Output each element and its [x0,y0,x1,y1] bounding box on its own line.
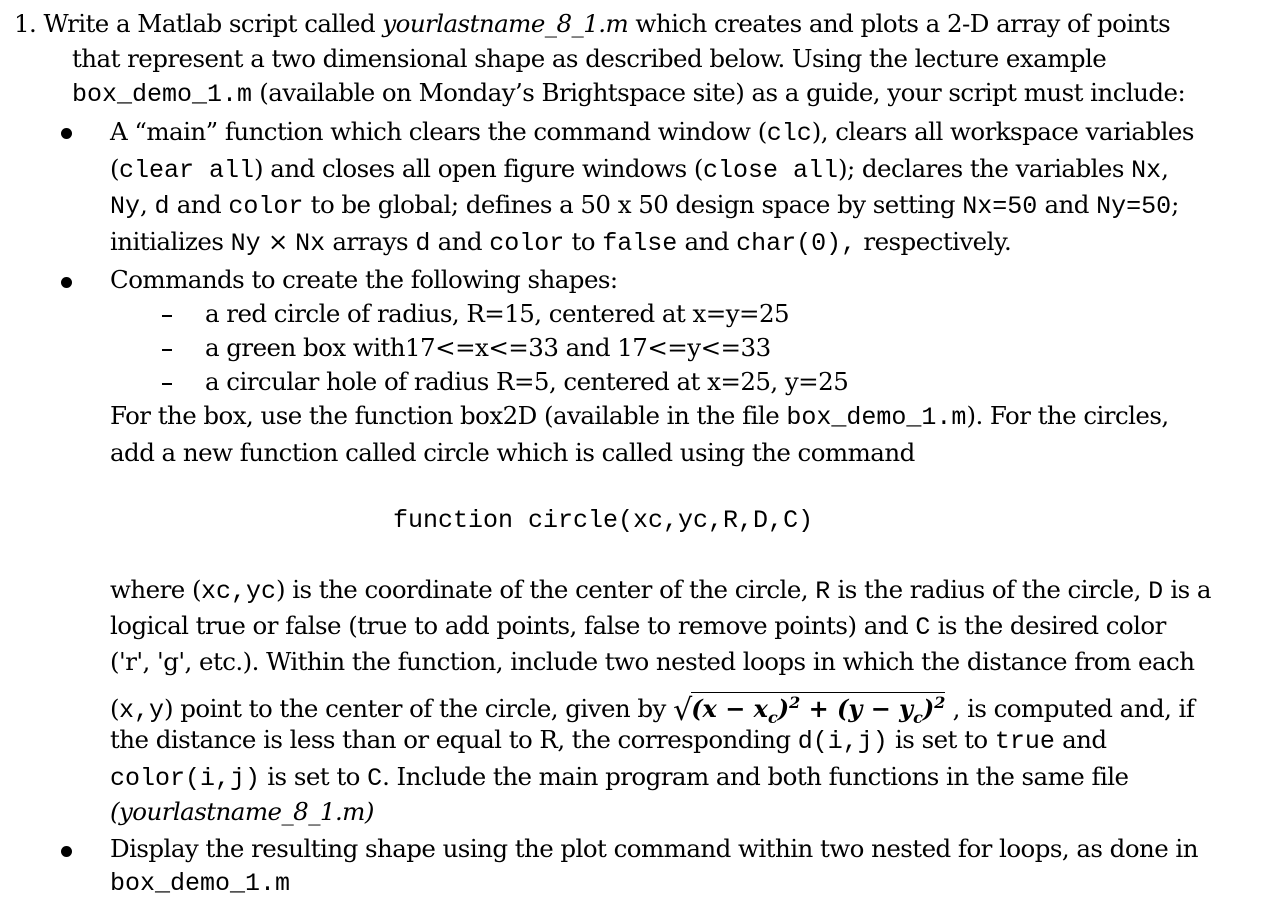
intro-text: which creates and plots a 2-D array of points [628,9,1171,38]
text: and [1037,190,1097,219]
code: clear all [119,156,255,185]
text: ); declares the variables [837,154,1132,183]
code: Ny=50 [1096,192,1172,221]
text: arrays [325,227,416,256]
formula-text: + (y − y [800,694,914,723]
code: d(i,j) [797,727,888,756]
text: initializes [110,227,231,256]
text: A “main” function which clears the command window ( [110,117,767,146]
text: ; [1171,190,1179,219]
text: is a [1163,575,1211,604]
where-line-2 [110,611,1166,642]
code: false [602,229,678,258]
dash-marker [162,315,172,317]
text: , [140,190,155,219]
formula-superscript: 2 [789,693,801,712]
bullet-point [61,277,72,288]
text: respectively. [856,227,1012,256]
bullet-point [61,846,72,857]
question-line-2: that represent a two dimensional shape as described below. Using the lecture example [72,44,1107,73]
code: char(0), [736,229,857,258]
bullet2-line-1: Commands to create the following shapes: [110,265,618,294]
function-signature: function circle(xc,yc,R,D,C) [393,506,814,535]
bullet-point [61,128,72,139]
code: C [367,764,383,793]
code: color [489,229,565,258]
text: is the desired color [930,611,1166,640]
where-line-3: ('r', 'g', etc.). Within the function, include two nested loops in which the distance from each [110,647,1195,676]
formula-radicand [691,692,945,726]
formula-text: ) [777,694,790,723]
text: ( [110,154,120,183]
text: ) is the coordinate of the center of the circle, [275,575,816,604]
formula-subscript: c [767,707,778,727]
where-line-1 [110,575,1211,606]
code: close all [702,156,838,185]
where-line-7: (yourlastname_8_1.m) [110,797,374,826]
code: xc,yc [200,577,276,606]
question-line-1 [14,9,1171,38]
bullet1-line-4 [110,227,1012,258]
code: color(i,j) [110,764,261,793]
shape-item: a green box with17<=x<=33 and 17<=y<=33 [205,333,771,362]
code: Nx [1131,156,1162,185]
code: Ny [110,192,141,221]
text: ), clears all workspace variables [811,117,1194,146]
text: For the box, use the function box2D (available in the file [110,401,787,430]
formula-text: (x − x [691,694,768,723]
bullet1-line-2 [110,154,1169,185]
shape-item: a red circle of radius, R=15, centered at x=y=25 [205,299,790,328]
intro-text: Write a Matlab script called [43,9,383,38]
dash-marker [162,349,172,351]
text: ) and closes all open figure windows ( [254,154,703,183]
code: box_demo_1.m [110,869,291,898]
formula-text: ) [922,694,935,723]
add-function-line: add a new function called circle which is called using the command [110,438,915,467]
box-instruction-line [110,401,1169,432]
code: x,y [119,696,165,725]
dash-marker [162,383,172,385]
formula-superscript: 2 [934,693,946,712]
text: ) point to the center of the circle, given by [164,694,674,723]
text: , is computed and, if [945,694,1195,723]
bullet1-line-1 [110,117,1194,148]
filename: yourlastname_8_1.m [382,9,629,38]
text: logical true or false (true to add points, false to remove points) and [110,611,916,640]
code: true [994,727,1055,756]
question-number: 1. [14,9,37,38]
code: Nx [295,229,326,258]
text: ). For the circles, [966,401,1169,430]
distance-formula [673,692,945,726]
text: . Include the main program and both functions in the same file [382,762,1129,791]
text: to be global; defines a 50 x 50 design space by setting [303,190,963,219]
bullet3-line-1: Display the resulting shape using the plot command within two nested for loops, as done in [110,834,1198,863]
text: to [564,227,603,256]
text: is set to [260,762,368,791]
code: d [415,229,431,258]
intro-text: (available on Monday’s Brightspace site) as a guide, your script must include: [252,78,1186,107]
code: D [1148,577,1164,606]
bullet1-line-3 [110,190,1179,221]
text: , [1161,154,1169,183]
text: the distance is less than or equal to R, the corresponding [110,725,798,754]
code: C [915,613,931,642]
text: and [169,190,229,219]
sqrt-symbol: √ [673,693,693,728]
text: and [677,227,737,256]
text: and [1054,725,1107,754]
text: and [430,227,490,256]
text: is the radius of the circle, [830,575,1149,604]
times-symbol: × [260,227,296,256]
code: box_demo_1.m [786,403,967,432]
code: d [154,192,170,221]
text: ( [110,694,120,723]
code: Ny [230,229,261,258]
formula-subscript: c [913,707,923,727]
code: Nx=50 [962,192,1038,221]
code: R [815,577,831,606]
bullet3-line-2 [110,870,290,896]
where-line-4 [110,692,1194,726]
where-line-6 [110,762,1129,793]
text: is set to [887,725,995,754]
code-filename: box_demo_1.m [72,80,253,109]
text: where ( [110,575,201,604]
question-line-3 [72,78,1186,109]
code: clc [766,119,812,148]
where-line-5 [110,725,1107,756]
code: color [228,192,304,221]
shape-item: a circular hole of radius R=5, centered at x=25, y=25 [205,367,849,396]
